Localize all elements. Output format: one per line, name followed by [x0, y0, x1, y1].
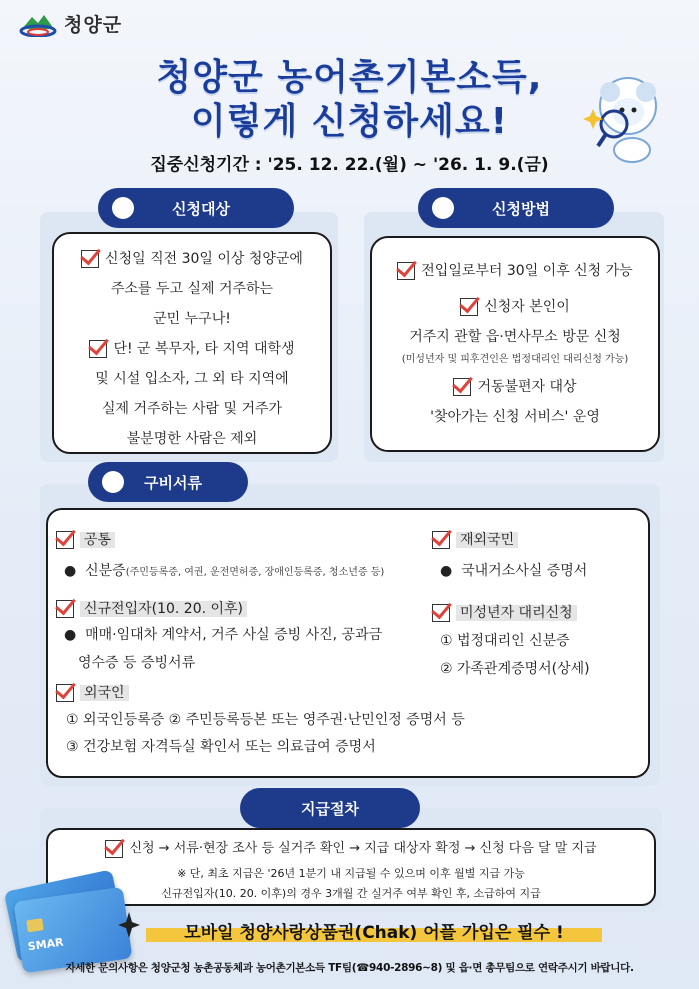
docs-common-title: 공통 [56, 525, 115, 555]
docs-overseas-title: 재외국민 [432, 525, 518, 555]
contact-footer: 자세한 문의사항은 청양군청 농촌공동체과 농어촌기본소득 TF팀(☎940-2896~8) 및 읍·면 총무팀으로 연락주시기 바랍니다. [65, 962, 634, 974]
docs-minor-line-1: ① 법정대리인 신분증 [440, 633, 570, 649]
payment-panel [46, 828, 656, 906]
target-item-2-line-2: 및 시설 입소자, 그 외 타 지역에 [95, 371, 289, 387]
cheongyang-logo-icon [18, 11, 58, 37]
method-item-3: 거동불편자 대상 [378, 372, 652, 402]
method-item-2: 신청자 본인이 [378, 292, 652, 322]
sparkle-icon [118, 912, 140, 938]
check-icon [56, 531, 74, 549]
check-icon [56, 600, 74, 618]
docs-foreign-title: 외국인 [56, 678, 129, 708]
check-icon [56, 684, 74, 702]
target-item-2: 단! 군 복무자, 타 지역 대학생 [62, 334, 322, 364]
pill-dot-icon [432, 197, 454, 219]
docs-minor-line-2: ② 가족관계증명서(상세) [440, 661, 590, 677]
check-icon [397, 262, 415, 280]
payment-header-label: 지급절차 [301, 799, 359, 818]
target-header-label: 신청대상 [172, 199, 230, 218]
card-text: SMAR [27, 935, 65, 954]
target-item-1-line-2: 주소를 두고 실제 거주하는 [110, 281, 274, 297]
card-chip-icon [26, 918, 44, 932]
check-icon [81, 250, 99, 268]
title-line-2: 이렇게 신청하세요! [190, 101, 509, 142]
docs-overseas-item: ● 국내거소사실 증명서 [440, 563, 588, 579]
docs-header [88, 462, 248, 502]
target-header [98, 188, 294, 228]
logo [18, 10, 122, 37]
check-icon [432, 531, 450, 549]
target-panel [52, 232, 332, 454]
pill-dot-icon [112, 197, 134, 219]
application-period: 집중신청기간 : '25. 12. 22.(월) ~ '26. 1. 9.(금) [150, 155, 549, 175]
check-icon [89, 340, 107, 358]
payment-note-2: 신규전입자(10. 20. 이후)의 경우 3개월 간 실거주 여부 확인 후, 소급하여 지급 [161, 887, 541, 900]
payment-header [240, 788, 420, 828]
target-item-2-line-4: 불분명한 사람은 제외 [126, 431, 258, 447]
docs-foreign-line-2: ③ 건강보험 자격득실 확인서 또는 의료급여 증명서 [66, 739, 376, 755]
docs-minor-title: 미성년자 대리신청 [432, 598, 577, 628]
method-header [418, 188, 614, 228]
docs-newres-line-1: ● 매매·임대차 계약서, 거주 사실 증빙 사진, 공과금 [64, 627, 383, 643]
method-item-3-line-2: '찾아가는 신청 서비스' 운영 [430, 409, 600, 425]
check-icon [460, 298, 478, 316]
title-line-1: 청양군 농어촌기본소득, [156, 57, 543, 98]
method-panel [370, 236, 660, 452]
method-item-2-line-2: 거주지 관할 읍·면사무소 방문 신청 [409, 329, 621, 345]
payment-flow: 신청 → 서류·현장 조사 등 실거주 확인 → 지급 대상자 확정 → 신청 다음 달 말 지급 [48, 834, 654, 864]
docs-newres-title: 신규전입자(10. 20. 이후) [56, 594, 247, 624]
method-header-label: 신청방법 [492, 199, 550, 218]
docs-common-item: ● 신분증(주민등록증, 여권, 운전면허증, 장애인등록증, 청소년증 등) [64, 563, 385, 579]
docs-newres-line-2: 영수증 등 증빙서류 [78, 655, 196, 671]
target-item-2-line-3: 실제 거주하는 사람 및 거주가 [101, 401, 283, 417]
payment-note-1: ※ 단, 최초 지급은 '26년 1분기 내 지급될 수 있으며 이후 월별 지급 가능 [177, 867, 525, 880]
method-item-1: 전입일로부터 30일 이후 신청 가능 [378, 256, 652, 286]
docs-foreign-line-1: ① 외국인등록증 ② 주민등록등본 또는 영주권·난민인정 증명서 등 [66, 712, 465, 728]
check-icon [453, 378, 471, 396]
pill-dot-icon [102, 471, 124, 493]
check-icon [432, 604, 450, 622]
method-item-2-note: (미성년자 및 피후견인은 법정대리인 대리신청 가능) [401, 354, 629, 365]
docs-header-label: 구비서류 [144, 473, 202, 492]
target-item-1-line-3: 군민 누구나! [153, 311, 231, 327]
logo-text: 청양군 [64, 14, 123, 36]
app-signup-banner: 모바일 청양사랑상품권(Chak) 어플 가입은 필수 ! [184, 923, 564, 943]
target-item-1: 신청일 직전 30일 이상 청양군에 [62, 244, 322, 274]
check-icon [105, 840, 123, 858]
